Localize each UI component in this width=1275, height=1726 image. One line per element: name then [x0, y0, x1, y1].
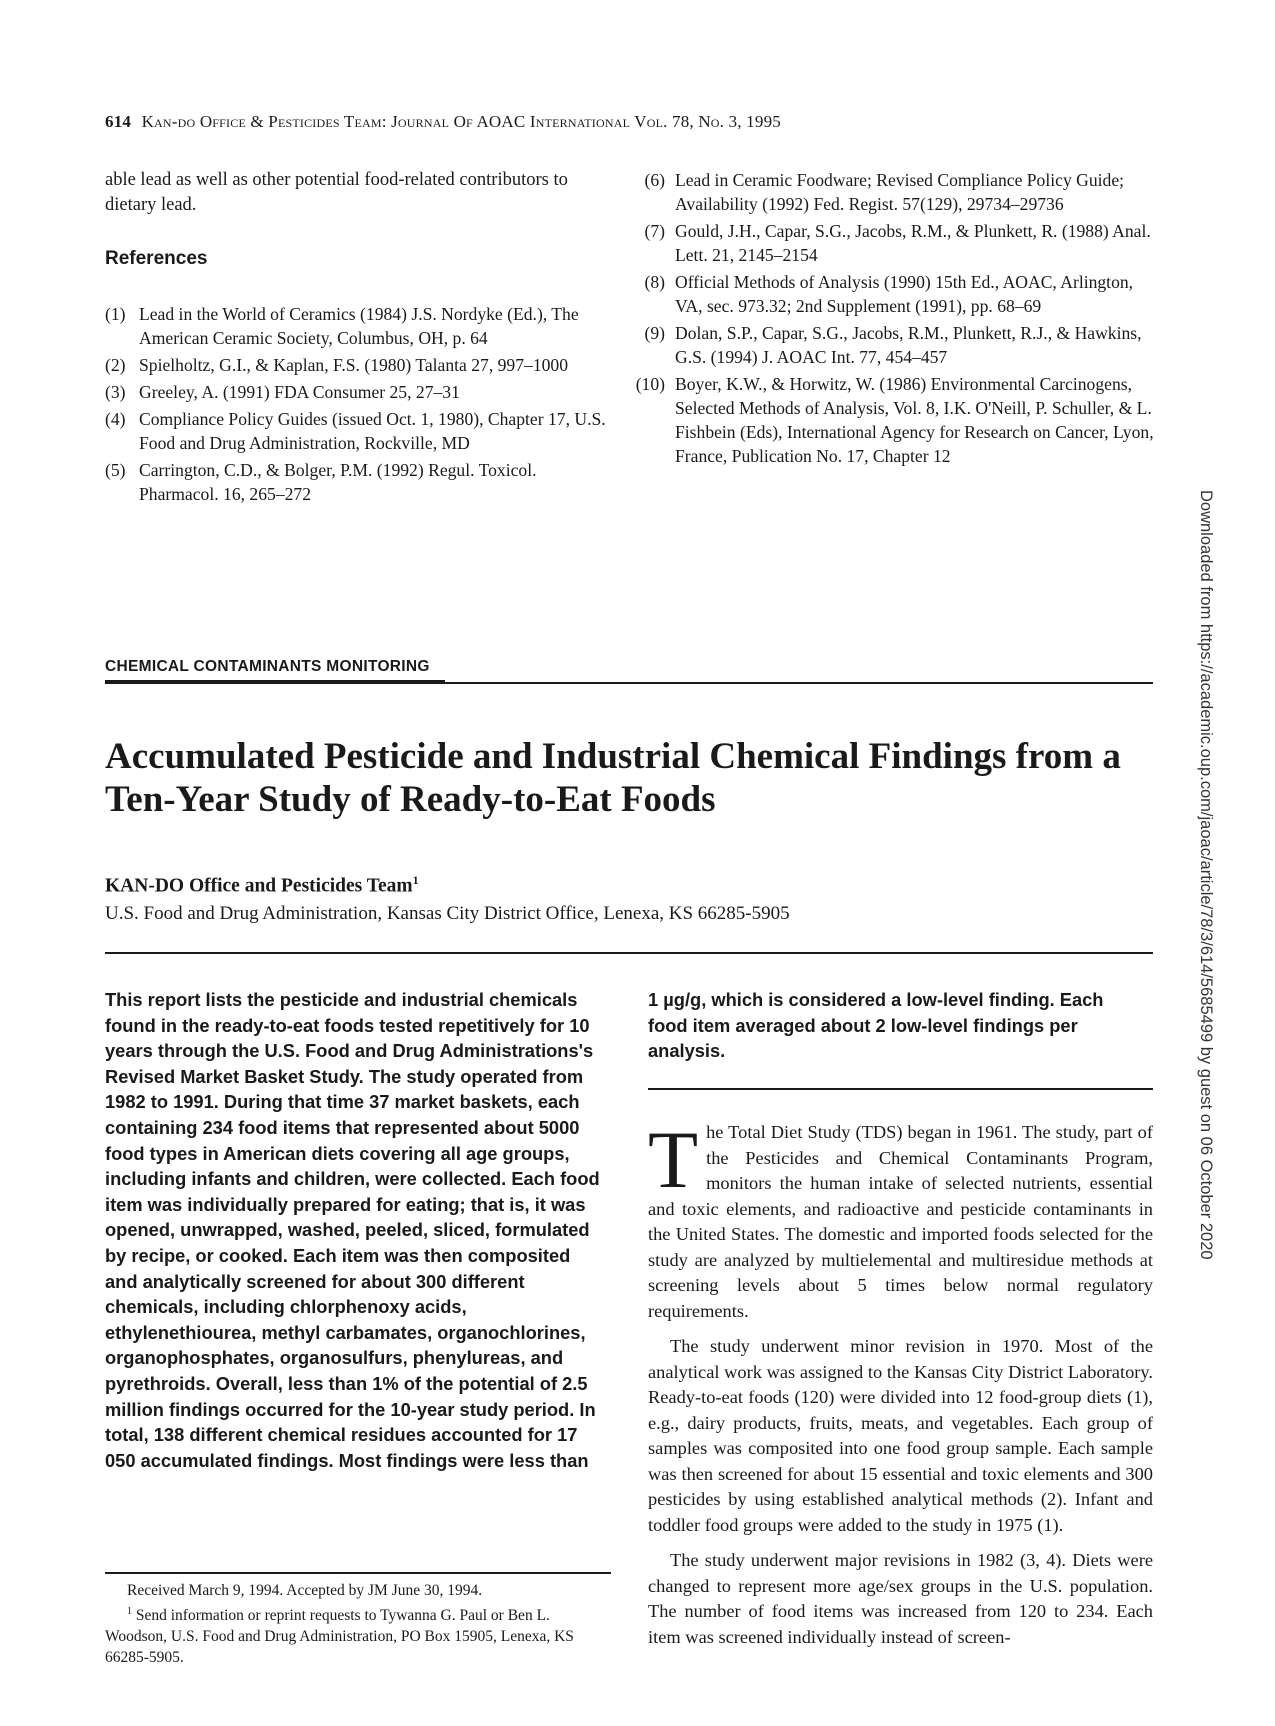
section-rule-thick — [105, 680, 445, 684]
reference-item: (6) Lead in Ceramic Foodware; Revised Compliance Policy Guide; Availability (1992) Fed. Regist. 57(129), 29734–29736 — [644, 170, 1125, 214]
section-rule-thin — [445, 682, 1153, 684]
drop-cap: T — [648, 1114, 699, 1205]
body-paragraph: The study underwent minor revision in 1970. Most of the analytical work was assigned to the Kansas City District Laboratory. Ready-to-eat foods (120) were divided into 12 food-group diets (1), e.g., dairy products, fruits, meats, and vegetables. Each group of samples was composited into one food group sample. Each sample was then screened for about 15 essential and toxic elements and 300 pesticides by using established analytical methods (2). Infant and toddler food groups were added to the study in 1975 (1). — [648, 1336, 1153, 1535]
download-watermark: Downloaded from https://academic.oup.com/jaoac/article/78/3/614/5685499 by guest on 06 October 2020 — [1197, 490, 1215, 1260]
reference-item: (7) Gould, J.H., Capar, S.G., Jacobs, R.M., & Plunkett, R. (1988) Anal. Lett. 21, 2145–2154 — [644, 221, 1151, 265]
references-list-left — [105, 302, 615, 509]
authors — [105, 873, 419, 898]
continuation-text: able lead as well as other potential food-related contributors to dietary lead. — [105, 170, 568, 215]
reference-item: (2) Spielholtz, G.I., & Kaplan, F.S. (1980) Talanta 27, 997–1000 — [105, 355, 569, 375]
body-text — [648, 1114, 1153, 1660]
abstract-right: 1 µg/g, which is considered a low-level finding. Each food item averaged about 2 low-level findings per analysis. — [648, 989, 1104, 1062]
article-title: Accumulated Pesticide and Industrial Chemical Findings from a Ten-Year Study of Ready-to-Eat Foods — [105, 736, 1121, 820]
body-paragraph: The study underwent major revisions in 1982 (3, 4). Diets were changed to represent more age/sex groups in the U.S. population. The number of food items was increased from 120 to 234. Each item was screened individually instead of screen- — [648, 1550, 1153, 1647]
abstract-rule — [648, 1088, 1153, 1090]
author-names: KAN-DO Office and Pesticides Team — [105, 875, 413, 897]
received-note: Received March 9, 1994. Accepted by JM June 30, 1994. — [127, 1582, 483, 1599]
references-list-right — [635, 168, 1155, 471]
reference-item: (1) Lead in the World of Ceramics (1984) J.S. Nordyke (Ed.), The American Ceramic Society, Columbus, OH, p. 64 — [105, 304, 579, 348]
author-footnote-mark: 1 — [412, 873, 419, 887]
reference-item: (4) Compliance Policy Guides (issued Oct. 1, 1980), Chapter 17, U.S. Food and Drug Administration, Rockville, MD — [105, 409, 606, 453]
reference-item: (8) Official Methods of Analysis (1990) 15th Ed., AOAC, Arlington, VA, sec. 973.32; 2nd Supplement (1991), pp. 68–69 — [644, 272, 1134, 316]
references-heading: References — [105, 248, 208, 269]
running-head — [105, 112, 781, 132]
running-head-text: Kan-do Office & Pesticides Team: Journal Of AOAC International Vol. 78, No. 3, 1995 — [141, 112, 781, 131]
section-label: CHEMICAL CONTAMINANTS MONITORING — [105, 658, 430, 675]
reference-item: (9) Dolan, S.P., Capar, S.G., Jacobs, R.M., Plunkett, R.J., & Hawkins, G.S. (1994) J. AOAC Int. 77, 454–457 — [644, 323, 1142, 367]
affiliation: U.S. Food and Drug Administration, Kansas City District Office, Lenexa, KS 66285-5905 — [105, 903, 790, 924]
page-number: 614 — [105, 112, 132, 131]
reference-item: (10) Boyer, K.W., & Horwitz, W. (1986) Environmental Carcinogens, Selected Methods of Analysis, Vol. 8, I.K. O'Neill, P. Schuller, & L. Fishbein (Eds), International Agency for Research on Cancer, Lyon, France, Publication No. 17, Chapter 12 — [635, 374, 1154, 466]
author-rule — [105, 952, 1153, 954]
body-paragraph: The Total Diet Study (TDS) began in 1961. The study, part of the Pesticides and Chemical Contaminants Program, monitors the human intake of selected nutrients, essential and toxic elements, and radioactive and pesticide contaminants in the United States. The domestic and imported foods selected for the study are analyzed by multielemental and multiresidue methods at screening levels about 5 times below normal regulatory requirements. — [648, 1114, 1153, 1321]
reference-item: (3) Greeley, A. (1991) FDA Consumer 25, 27–31 — [105, 382, 460, 402]
contact-note: $^1$ Send information or reprint requests to Tywanna G. Paul or Ben L. Woodson, U.S. Food and Drug Administration, PO Box 15905, Lenexa, KS 66285-5905. — [105, 1606, 574, 1667]
footnote-rule — [105, 1572, 611, 1574]
footnotes — [105, 1580, 615, 1668]
reference-item: (5) Carrington, C.D., & Bolger, P.M. (1992) Regul. Toxicol. Pharmacol. 16, 265–272 — [105, 460, 537, 504]
abstract-left: This report lists the pesticide and industrial chemicals found in the ready-to-eat foods tested repetitively for 10 years through the U.S. Food and Drug Administrations's Revised Market Basket Study. The study operated from 1982 to 1991. During that time 37 market baskets, each containing 234 food items that represented about 5000 food types in American diets covering all age groups, including infants and children, were collected. Each food item was individually prepared for eating; that is, it was opened, unwrapped, washed, peeled, sliced, formulated by recipe, or cooked. Each item was then composited and analytically screened for about 300 different chemicals, including chlorphenoxy acids, ethylenethiourea, methyl carbamates, organochlorines, organophosphates, organosulfurs, phenylureas, and pyrethroids. Overall, less than 1% of the potential of 2.5 million findings occurred for the 10-year study period. In total, 138 different chemical residues accounted for 17 050 accumulated findings. Most findings were less than — [105, 989, 600, 1471]
